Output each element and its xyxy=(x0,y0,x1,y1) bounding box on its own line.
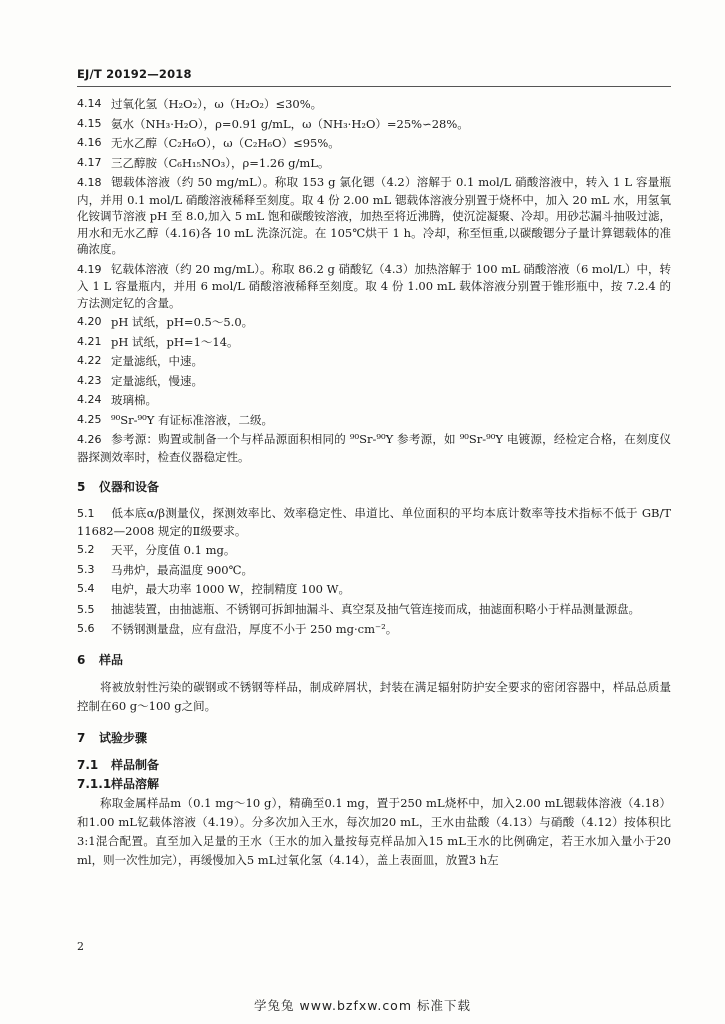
section-6-body: 将被放射性污染的碳钢或不锈钢等样品，制成碎屑状，封装在满足辐射防护安全要求的密闭容器中，样品总质量控制在60 g～100 g之间。 xyxy=(77,679,671,713)
section-5-heading xyxy=(77,478,671,495)
subsection-7-1-1-heading xyxy=(77,775,671,792)
clause-number: 4.22 xyxy=(77,354,102,367)
clause-number: 5.6 xyxy=(77,622,95,635)
clause-4-17 xyxy=(77,155,671,172)
subsection-7-1-heading xyxy=(77,756,671,773)
page-content xyxy=(77,96,671,874)
section-number: 7 xyxy=(77,730,86,745)
clause-5-4 xyxy=(77,581,671,598)
clause-4-24 xyxy=(77,392,671,409)
section-number: 5 xyxy=(77,480,86,494)
section-7-heading xyxy=(77,729,671,746)
clause-text: ⁹⁰Sr-⁹⁰Y 有证标准溶液，二级。 xyxy=(111,412,273,427)
clause-text: 无水乙醇（C₂H₆O），ω（C₂H₆O）≤95%。 xyxy=(111,136,340,150)
clause-number: 5.3 xyxy=(77,562,95,576)
subsection-title: 样品制备 xyxy=(111,757,160,772)
clause-4-15 xyxy=(77,116,671,133)
clause-number: 5.2 xyxy=(77,543,95,556)
clause-5-5 xyxy=(77,601,671,619)
clause-text: 天平，分度值 0.1 mg。 xyxy=(111,543,236,557)
subsection-number: 7.1.1 xyxy=(77,776,112,791)
clause-number: 4.14 xyxy=(77,97,102,110)
clause-4-18 xyxy=(77,174,671,258)
clause-4-21 xyxy=(77,334,671,351)
section-7-1-1-body: 称取金属样品m（0.1 mg～10 g），精确至0.1 mg，置于250 mL烧杯中，加入2.00 mL锶载体溶液（4.18）和1.00 mL钇载体溶液（4.19）。分多次加入王水，每次加20 mL，王水由盐酸（4.13）与硝酸（4.12）按体积比3:1混合配置。直至加入足量的王水（王水的加入量按每克样品加入15 mL王水的比例确定，若王水加入量小于20 ml，则一次性加完），再缓慢加入5 mL过氧化氢（4.14），盖上表面皿，放置3 h左 xyxy=(77,795,671,867)
clause-text: 定量滤纸，中速。 xyxy=(111,354,203,368)
clause-4-16 xyxy=(77,135,671,152)
section-title: 仪器和设备 xyxy=(99,480,160,494)
clause-5-1 xyxy=(77,505,671,539)
clause-number: 5.5 xyxy=(77,602,95,616)
clause-4-19 xyxy=(77,261,671,312)
clause-number: 4.23 xyxy=(77,373,102,387)
clause-number: 4.20 xyxy=(77,315,102,328)
clause-number: 5.4 xyxy=(77,582,95,595)
clause-4-23 xyxy=(77,373,671,390)
clause-5-3 xyxy=(77,562,671,579)
clause-text: pH 试纸，pH=1～14。 xyxy=(111,334,239,349)
clause-number: 4.19 xyxy=(77,262,102,276)
clause-number: 4.26 xyxy=(77,433,102,446)
header-rule xyxy=(77,86,671,87)
clause-number: 4.24 xyxy=(77,393,102,406)
clause-5-6 xyxy=(77,621,671,638)
clause-4-25 xyxy=(77,412,671,429)
clause-number: 4.16 xyxy=(77,136,102,149)
page-number: 2 xyxy=(77,940,84,953)
subsection-title: 样品溶解 xyxy=(111,776,160,791)
section-title: 样品 xyxy=(99,652,124,667)
clause-text: pH 试纸，pH=0.5～5.0。 xyxy=(111,315,254,329)
subsection-number: 7.1 xyxy=(77,757,99,772)
clause-text: 氨水（NH₃·H₂O），ρ=0.91 g/mL，ω（NH₃·H₂O）=25%∽28%。 xyxy=(111,116,469,131)
clause-text: 抽滤装置，由抽滤瓶、不锈钢可拆卸抽漏斗、真空泵及抽气管连接而成，抽滤面积略小于样品测量源盘。 xyxy=(111,601,640,616)
clause-4-14 xyxy=(77,96,671,113)
footer-watermark: 学兔兔 www.bzfxw.com 标准下载 xyxy=(254,998,471,1013)
clause-text: 三乙醇胺（C₆H₁₅NO₃），ρ=1.26 g/mL。 xyxy=(111,155,330,170)
clause-text: 过氧化氢（H₂O₂），ω（H₂O₂）≤30%。 xyxy=(111,97,323,111)
clause-text: 钇载体溶液（约 20 mg/mL）。称取 86.2 g 硝酸钇（4.3）加热溶解于 100 mL 硝酸溶液（6 mol/L）中，转入 1 L 容量瓶内，并用 6 mol/L 硝酸溶液稀释至刻度。取 4 份 1.00 mL 载体溶液分别置于锥形瓶中，按 7.2.4 的方法测定钇的含量。 xyxy=(77,261,671,310)
clause-number: 5.1 xyxy=(77,507,95,520)
clause-5-2 xyxy=(77,542,671,559)
section-title: 试验步骤 xyxy=(99,730,148,745)
clause-number: 4.21 xyxy=(77,334,102,348)
clause-text: 锶载体溶液（约 50 mg/mL）。称取 153 g 氯化锶（4.2）溶解于 0.1 mol/L 硝酸溶液中，转入 1 L 容量瓶内，并用 0.1 mol/L 硝酸溶液稀释至刻度。取 4 份 2.00 mL 锶载体溶液分别置于烧杯中，加入 20 mL 水，用氢氧化铵调节溶液 pH 至 8.0,加入 5 mL 饱和碳酸铵溶液，加热至将近沸腾，使沉淀凝聚、冷却。用砂芯漏斗抽吸过滤，用水和无水乙醇（4.16)各 10 mL 洗涤沉淀。在 105℃烘干 1 h。冷却，称至恒重,以碳酸锶分子量计算锶载体的准确浓度。 xyxy=(77,175,671,256)
clause-text: 低本底α/β测量仪，探测效率比、效率稳定性、串道比、单位面积的平均本底计数率等技术指标不低于 GB/T 11682—2008 规定的Ⅱ级要求。 xyxy=(77,506,671,538)
clause-number: 4.15 xyxy=(77,116,102,130)
clause-text: 定量滤纸，慢速。 xyxy=(111,373,203,388)
clause-4-26 xyxy=(77,431,671,465)
section-number: 6 xyxy=(77,652,86,667)
section-6-heading xyxy=(77,651,671,668)
clause-text: 马弗炉，最高温度 900℃。 xyxy=(111,562,253,577)
clause-text: 不锈钢测量盘，应有盘沿，厚度不小于 250 mg·cm⁻²。 xyxy=(111,622,398,636)
clause-text: 参考源：购置或制备一个与样品源面积相同的 ⁹⁰Sr-⁹⁰Y 参考源，如 ⁹⁰Sr-⁹⁰Y 电镀源，经检定合格，在刻度仪器探测效率时，检查仪器稳定性。 xyxy=(77,432,671,464)
clause-text: 玻璃棉。 xyxy=(111,393,157,407)
clause-text: 电炉，最大功率 1000 W，控制精度 100 W。 xyxy=(111,582,350,596)
clause-4-20 xyxy=(77,314,671,331)
clause-number: 4.17 xyxy=(77,155,102,169)
clause-4-22 xyxy=(77,353,671,370)
standard-code-header: EJ/T 20192—2018 xyxy=(77,67,192,81)
clause-number: 4.18 xyxy=(77,176,102,189)
clause-number: 4.25 xyxy=(77,412,102,426)
